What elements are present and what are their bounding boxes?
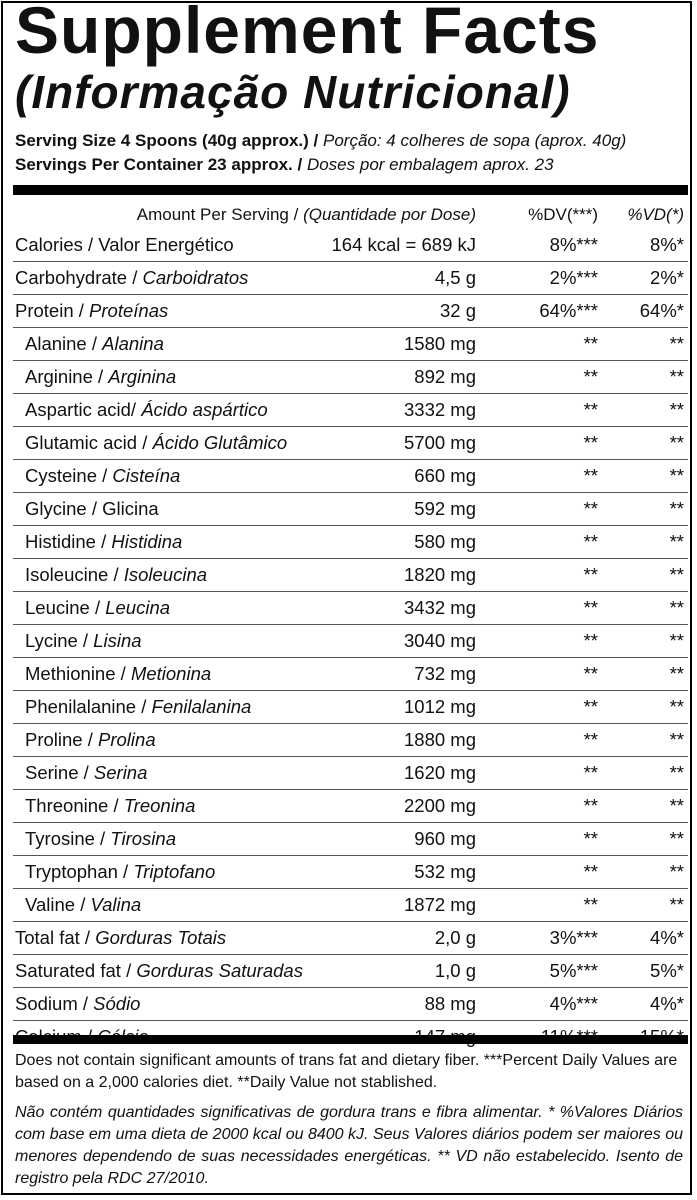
nutrient-vd: ** bbox=[602, 856, 688, 889]
nutrient-vd: ** bbox=[602, 493, 688, 526]
nutrient-row bbox=[13, 559, 688, 592]
nutrient-name bbox=[13, 361, 306, 394]
nutrient-name-en: Calories / Valor Energético bbox=[15, 233, 234, 255]
nutrient-name-pt: Alanina bbox=[102, 332, 164, 354]
nutrient-row bbox=[13, 427, 688, 460]
nutrient-vd: ** bbox=[602, 757, 688, 790]
nutrient-dv: ** bbox=[494, 691, 602, 724]
nutrient-vd: 8%* bbox=[602, 229, 688, 262]
footnote-english: Does not contain significant amounts of trans fat and dietary fiber. ***Percent Daily Values are based on a 2,000 calories diet. **Daily Value not stablished. bbox=[15, 1052, 678, 1091]
nutrient-name-en: Aspartic acid/ bbox=[25, 398, 137, 420]
top-thick-divider bbox=[13, 185, 688, 195]
nutrient-name-pt: Treonina bbox=[123, 794, 196, 816]
nutrient-amount: 3332 mg bbox=[306, 394, 494, 427]
nutrient-row bbox=[13, 625, 688, 658]
nutrient-vd: ** bbox=[602, 889, 688, 922]
nutrient-name bbox=[13, 427, 306, 460]
nutrient-name-en: Alanine / bbox=[25, 332, 97, 354]
nutrient-name-en: Tyrosine / bbox=[25, 827, 106, 849]
nutrient-vd: ** bbox=[602, 724, 688, 757]
vd-header: %VD(*) bbox=[627, 204, 684, 224]
nutrient-row bbox=[13, 262, 688, 295]
nutrient-name-pt: Serina bbox=[93, 761, 148, 783]
nutrient-row bbox=[13, 526, 688, 559]
nutrient-amount: 2,0 g bbox=[306, 922, 494, 955]
nutrition-table bbox=[13, 199, 688, 1053]
nutrient-name-en: Threonine / bbox=[25, 794, 119, 816]
nutrient-row bbox=[13, 889, 688, 922]
nutrient-row bbox=[13, 493, 688, 526]
amount-header bbox=[13, 199, 494, 229]
nutrient-dv: ** bbox=[494, 658, 602, 691]
nutrient-dv: ** bbox=[494, 361, 602, 394]
nutrient-dv: ** bbox=[494, 394, 602, 427]
nutrient-name-pt: Proteínas bbox=[89, 299, 169, 321]
nutrient-name-pt: Fenilalanina bbox=[151, 695, 252, 717]
nutrient-amount: 592 mg bbox=[306, 493, 494, 526]
nutrient-vd: ** bbox=[602, 592, 688, 625]
nutrient-vd: ** bbox=[602, 625, 688, 658]
nutrient-name-pt: Leucina bbox=[105, 596, 171, 618]
nutrient-name bbox=[13, 691, 306, 724]
nutrient-amount: 960 mg bbox=[306, 823, 494, 856]
nutrient-name bbox=[13, 724, 306, 757]
nutrient-vd: ** bbox=[602, 691, 688, 724]
amount-header-en: Amount Per Serving / bbox=[136, 204, 299, 224]
nutrient-name-en: Saturated fat / bbox=[15, 959, 132, 981]
nutrient-name-pt: Ácido aspártico bbox=[141, 398, 268, 420]
nutrient-row bbox=[13, 988, 688, 1021]
nutrient-amount: 1820 mg bbox=[306, 559, 494, 592]
nutrient-vd: 64%* bbox=[602, 295, 688, 328]
nutrient-name-pt: Sódio bbox=[93, 992, 141, 1014]
servings-per-container-pt: Doses por embalagem aprox. 23 bbox=[306, 155, 554, 174]
nutrient-amount: 660 mg bbox=[306, 460, 494, 493]
nutrient-name-pt: Cisteína bbox=[112, 464, 181, 486]
nutrient-name bbox=[13, 757, 306, 790]
nutrient-row bbox=[13, 922, 688, 955]
nutrient-dv: 4%*** bbox=[494, 988, 602, 1021]
nutrient-name-en: Sodium / bbox=[15, 992, 89, 1014]
nutrient-row bbox=[13, 757, 688, 790]
nutrient-amount: 580 mg bbox=[306, 526, 494, 559]
nutrient-name-pt: Carboidratos bbox=[142, 266, 249, 288]
nutrient-name-en: Valine / bbox=[25, 893, 86, 915]
nutrient-name-en: Methionine / bbox=[25, 662, 126, 684]
panel-title: Supplement Facts bbox=[15, 1, 600, 67]
nutrient-name bbox=[13, 889, 306, 922]
nutrient-dv: ** bbox=[494, 724, 602, 757]
nutrient-name bbox=[13, 559, 306, 592]
nutrient-name bbox=[13, 394, 306, 427]
nutrient-row bbox=[13, 691, 688, 724]
serving-size bbox=[15, 132, 626, 149]
nutrient-name bbox=[13, 658, 306, 691]
nutrient-vd: ** bbox=[602, 790, 688, 823]
nutrient-name bbox=[13, 262, 306, 295]
nutrient-vd: 4%* bbox=[602, 988, 688, 1021]
nutrient-amount: 2200 mg bbox=[306, 790, 494, 823]
nutrient-name bbox=[13, 229, 306, 262]
nutrient-name bbox=[13, 955, 306, 988]
nutrient-vd: ** bbox=[602, 559, 688, 592]
nutrient-name-pt: Histidina bbox=[111, 530, 183, 552]
nutrient-dv: ** bbox=[494, 493, 602, 526]
nutrient-name bbox=[13, 790, 306, 823]
bottom-thick-divider bbox=[13, 1035, 688, 1044]
dv-header: %DV(***) bbox=[528, 204, 598, 224]
nutrient-name-pt: Gorduras Totais bbox=[95, 926, 227, 948]
nutrient-amount: 892 mg bbox=[306, 361, 494, 394]
nutrient-name-en: Glycine / Glicina bbox=[25, 497, 159, 519]
nutrient-row bbox=[13, 724, 688, 757]
nutrient-vd: ** bbox=[602, 328, 688, 361]
nutrient-vd: ** bbox=[602, 361, 688, 394]
serving-size-pt: Porção: 4 colheres de sopa (aprox. 40g) bbox=[322, 131, 627, 150]
amount-header-pt: (Quantidade por Dose) bbox=[303, 204, 476, 224]
nutrient-name-en: Cysteine / bbox=[25, 464, 108, 486]
panel-subtitle: (Informação Nutricional) bbox=[15, 66, 571, 118]
nutrient-name-pt: Gorduras Saturadas bbox=[136, 959, 303, 981]
nutrient-name bbox=[13, 493, 306, 526]
nutrient-vd: ** bbox=[602, 658, 688, 691]
nutrient-amount: 5700 mg bbox=[306, 427, 494, 460]
nutrient-amount: 1872 mg bbox=[306, 889, 494, 922]
nutrient-dv: 2%*** bbox=[494, 262, 602, 295]
nutrient-amount: 3040 mg bbox=[306, 625, 494, 658]
nutrient-amount: 1580 mg bbox=[306, 328, 494, 361]
nutrient-row bbox=[13, 592, 688, 625]
nutrient-vd: 4%* bbox=[602, 922, 688, 955]
nutrient-vd: 2%* bbox=[602, 262, 688, 295]
serving-size-en: Serving Size 4 Spoons (40g approx.) / bbox=[15, 131, 319, 150]
nutrient-name-en: Carbohydrate / bbox=[15, 266, 138, 288]
nutrient-dv: ** bbox=[494, 625, 602, 658]
nutrient-amount: 88 mg bbox=[306, 988, 494, 1021]
nutrient-dv: 64%*** bbox=[494, 295, 602, 328]
nutrient-dv: ** bbox=[494, 559, 602, 592]
nutrient-dv: 5%*** bbox=[494, 955, 602, 988]
nutrient-row bbox=[13, 790, 688, 823]
footnote-portuguese: Não contém quantidades significativas de gordura trans e fibra alimentar. * %Valores Diários com base em uma dieta de 2000 kcal ou 8400 kJ. Seus Valores diários podem ser maiores ou menores dependendo de suas necessidades energéticas. ** VD não estabelecido. Isento de registro pela RDC 27/2010. bbox=[15, 1104, 683, 1187]
nutrient-row bbox=[13, 361, 688, 394]
nutrient-amount: 1012 mg bbox=[306, 691, 494, 724]
nutrient-vd: ** bbox=[602, 823, 688, 856]
nutrient-dv: ** bbox=[494, 592, 602, 625]
nutrient-row bbox=[13, 856, 688, 889]
nutrient-amount: 3432 mg bbox=[306, 592, 494, 625]
nutrient-name bbox=[13, 988, 306, 1021]
nutrient-name-en: Histidine / bbox=[25, 530, 107, 552]
nutrient-row bbox=[13, 658, 688, 691]
nutrient-dv: ** bbox=[494, 526, 602, 559]
nutrient-name-en: Leucine / bbox=[25, 596, 101, 618]
nutrient-vd: ** bbox=[602, 460, 688, 493]
nutrient-dv: ** bbox=[494, 823, 602, 856]
nutrient-name-pt: Tirosina bbox=[110, 827, 176, 849]
nutrient-dv: ** bbox=[494, 328, 602, 361]
nutrient-amount: 732 mg bbox=[306, 658, 494, 691]
nutrient-dv: 8%*** bbox=[494, 229, 602, 262]
nutrient-amount: 1620 mg bbox=[306, 757, 494, 790]
nutrient-name-en: Protein / bbox=[15, 299, 84, 321]
servings-per-container bbox=[15, 156, 554, 173]
nutrient-dv: ** bbox=[494, 790, 602, 823]
supplement-facts-panel bbox=[1, 1, 692, 1195]
nutrient-name bbox=[13, 856, 306, 889]
servings-per-container-en: Servings Per Container 23 approx. / bbox=[15, 155, 303, 174]
nutrient-vd: ** bbox=[602, 526, 688, 559]
nutrient-name-en: Arginine / bbox=[25, 365, 104, 387]
nutrient-row bbox=[13, 295, 688, 328]
nutrient-row bbox=[13, 823, 688, 856]
nutrient-name-en: Tryptophan / bbox=[25, 860, 129, 882]
nutrient-row bbox=[13, 229, 688, 262]
nutrient-name bbox=[13, 295, 306, 328]
nutrient-dv: 3%*** bbox=[494, 922, 602, 955]
nutrient-amount: 1880 mg bbox=[306, 724, 494, 757]
nutrient-name bbox=[13, 328, 306, 361]
nutrient-amount: 32 g bbox=[306, 295, 494, 328]
nutrient-name-en: Glutamic acid / bbox=[25, 431, 148, 453]
nutrient-dv: ** bbox=[494, 856, 602, 889]
nutrient-name bbox=[13, 526, 306, 559]
nutrient-name-en: Serine / bbox=[25, 761, 89, 783]
nutrient-vd: 5%* bbox=[602, 955, 688, 988]
nutrient-name-pt: Ácido Glutâmico bbox=[152, 431, 288, 453]
nutrient-dv: ** bbox=[494, 757, 602, 790]
nutrient-name bbox=[13, 823, 306, 856]
nutrient-amount: 164 kcal = 689 kJ bbox=[306, 229, 494, 262]
nutrient-name bbox=[13, 460, 306, 493]
nutrient-dv: ** bbox=[494, 889, 602, 922]
nutrient-vd: ** bbox=[602, 394, 688, 427]
nutrient-amount: 532 mg bbox=[306, 856, 494, 889]
nutrient-name-pt: Prolina bbox=[98, 728, 156, 750]
nutrient-dv: ** bbox=[494, 460, 602, 493]
table-header-row bbox=[13, 199, 688, 229]
nutrient-dv: ** bbox=[494, 427, 602, 460]
nutrient-name bbox=[13, 625, 306, 658]
nutrient-name-en: Total fat / bbox=[15, 926, 91, 948]
nutrient-name-pt: Arginina bbox=[108, 365, 177, 387]
nutrient-name-pt: Isoleucina bbox=[123, 563, 208, 585]
nutrient-name-pt: Metionina bbox=[130, 662, 212, 684]
nutrient-name-en: Proline / bbox=[25, 728, 93, 750]
nutrient-name bbox=[13, 592, 306, 625]
nutrient-name bbox=[13, 922, 306, 955]
nutrient-name-pt: Triptofano bbox=[133, 860, 216, 882]
nutrient-amount: 4,5 g bbox=[306, 262, 494, 295]
nutrient-name-en: Lycine / bbox=[25, 629, 89, 651]
nutrient-row bbox=[13, 955, 688, 988]
nutrient-name-en: Phenilalanine / bbox=[25, 695, 147, 717]
nutrient-name-pt: Valina bbox=[90, 893, 142, 915]
nutrient-row bbox=[13, 394, 688, 427]
nutrient-name-en: Isoleucine / bbox=[25, 563, 119, 585]
nutrient-row bbox=[13, 460, 688, 493]
nutrient-name-pt: Lisina bbox=[93, 629, 142, 651]
nutrient-vd: ** bbox=[602, 427, 688, 460]
nutrient-row bbox=[13, 328, 688, 361]
nutrient-amount: 1,0 g bbox=[306, 955, 494, 988]
